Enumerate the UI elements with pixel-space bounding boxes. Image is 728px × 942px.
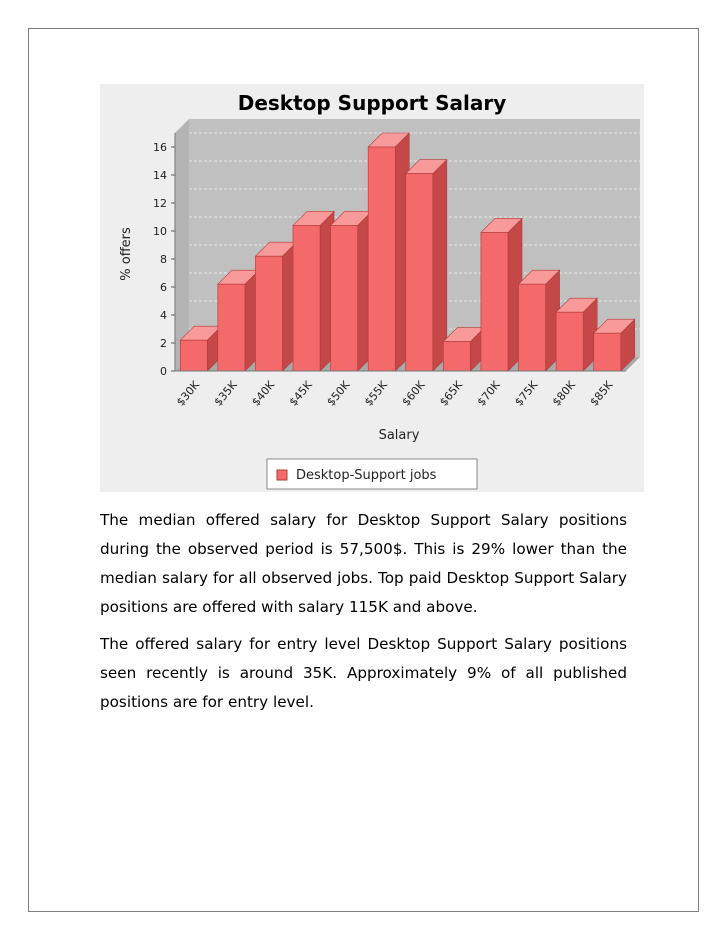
y-tick-label: 2 (160, 337, 167, 350)
x-tick-label: $55K (361, 378, 391, 409)
bar-front (443, 342, 470, 371)
chart-title: Desktop Support Salary (237, 91, 507, 115)
bar (368, 133, 409, 371)
y-tick-label: 16 (153, 141, 167, 154)
x-tick-label: $80K (549, 378, 578, 409)
x-tick-label: $85K (587, 378, 616, 409)
bar (218, 270, 259, 371)
bar-front (556, 312, 583, 371)
y-tick-label: 8 (160, 253, 167, 266)
bar (594, 319, 635, 371)
legend-label: Desktop-Support jobs (296, 468, 437, 483)
legend-swatch (277, 470, 287, 480)
x-tick-label: $60K (399, 378, 428, 409)
bar (406, 160, 447, 371)
y-tick-label: 12 (153, 197, 167, 210)
bar-side (433, 160, 447, 371)
bar (481, 218, 522, 371)
y-tick-label: 10 (153, 225, 167, 238)
y-tick-label: 6 (160, 281, 167, 294)
body-text (100, 506, 627, 725)
paragraph-entry-level: The offered salary for entry level Desktop Support Salary positions seen recently is around 35K. Approximately 9% of all published positions are for entry level. (100, 635, 627, 711)
x-tick-label: $50K (324, 378, 353, 409)
x-tick-label: $35K (211, 378, 240, 409)
x-tick-label: $40K (249, 378, 278, 409)
x-tick-label: $45K (286, 378, 315, 409)
x-tick-label: $65K (437, 378, 466, 409)
bar (293, 211, 334, 371)
bar (556, 298, 597, 371)
bar (331, 211, 372, 371)
bar-front (255, 256, 282, 371)
bar-front (481, 232, 508, 371)
bar-front (368, 147, 395, 371)
bar-front (293, 225, 320, 371)
x-tick-label: $30K (173, 378, 203, 409)
paragraph-median: The median offered salary for Desktop Support Salary positions during the observed period is 57,500$. This is 29% lower than the median salary for all observed jobs. Top paid Desktop Support Salary positions are offered with salary 115K and above. (100, 511, 627, 616)
y-tick-label: 14 (153, 169, 167, 182)
y-tick-label: 4 (160, 309, 167, 322)
bar-front (406, 174, 433, 371)
bar-front (594, 333, 621, 371)
legend (267, 459, 477, 489)
y-tick-label: 0 (160, 365, 167, 378)
chart-panel (100, 84, 644, 492)
salary-bar-chart (100, 84, 644, 492)
x-tick-label: $70K (474, 378, 503, 409)
bar-front (331, 225, 358, 371)
x-axis-label: Salary (378, 428, 420, 443)
y-axis-label: % offers (119, 227, 134, 281)
bar-front (519, 284, 546, 371)
bar-front (180, 340, 207, 371)
bar (255, 242, 296, 371)
bar-front (218, 284, 245, 371)
x-tick-label: $75K (512, 378, 541, 409)
bar (519, 270, 560, 371)
